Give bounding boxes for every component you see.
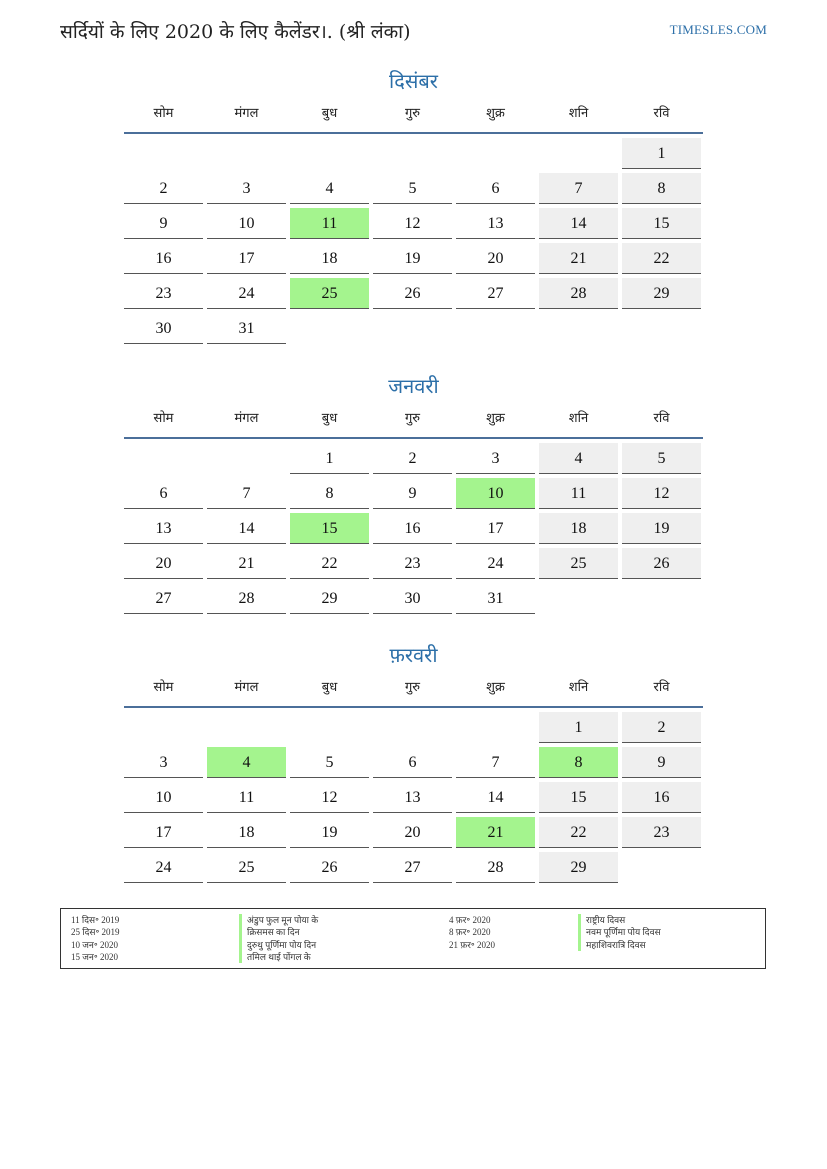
empty-cell	[124, 712, 203, 743]
day-cell: 27	[373, 852, 452, 883]
day-cell: 8	[539, 747, 618, 778]
day-cell: 7	[207, 478, 286, 509]
day-cell: 16	[124, 243, 203, 274]
day-cell: 19	[290, 817, 369, 848]
weekday-label: बुध	[321, 106, 338, 121]
day-cell: 17	[207, 243, 286, 274]
day-cell: 15	[622, 208, 701, 239]
weekday-label: सोम	[153, 106, 174, 121]
day-cell: 30	[124, 313, 203, 344]
empty-cell	[207, 443, 286, 474]
day-cell: 12	[290, 782, 369, 813]
day-cell: 14	[207, 513, 286, 544]
day-cell: 4	[539, 443, 618, 474]
day-cell: 25	[290, 278, 369, 309]
day-cell: 24	[207, 278, 286, 309]
day-cell: 23	[373, 548, 452, 579]
day-cell: 6	[124, 478, 203, 509]
empty-cell	[124, 443, 203, 474]
day-cell: 17	[124, 817, 203, 848]
legend-holiday-name: महाशिवरात्रि दिवस	[578, 939, 661, 951]
day-cell: 21	[539, 243, 618, 274]
day-grid	[124, 138, 703, 344]
day-cell: 24	[124, 852, 203, 883]
day-cell: 20	[124, 548, 203, 579]
legend-holiday-name: क्रिसमस का दिन	[239, 926, 318, 938]
month-title: जनवरी	[388, 374, 439, 398]
day-cell: 19	[622, 513, 701, 544]
weekday-header	[124, 670, 703, 708]
day-cell: 18	[539, 513, 618, 544]
day-cell: 23	[124, 278, 203, 309]
weekday-label: शुक्र	[486, 106, 505, 121]
empty-cell	[373, 712, 452, 743]
day-cell: 19	[373, 243, 452, 274]
day-cell: 3	[124, 747, 203, 778]
legend-dates	[449, 914, 495, 951]
day-cell: 20	[373, 817, 452, 848]
site-brand-link[interactable]: TIMESLES.COM	[669, 22, 767, 37]
day-cell: 5	[622, 443, 701, 474]
legend-date: 11 दिस॰ 2019	[71, 915, 120, 925]
holiday-legend	[60, 908, 766, 969]
weekday-label: गुरु	[404, 411, 421, 426]
empty-cell	[290, 138, 369, 169]
day-cell: 18	[207, 817, 286, 848]
weekday-label: बुध	[321, 680, 338, 695]
empty-cell	[124, 138, 203, 169]
legend-date: 21 फ़र॰ 2020	[449, 939, 495, 950]
legend-holiday-name: दुरुथु पूर्णिमा पोय दिन	[239, 939, 318, 951]
day-cell: 28	[456, 852, 535, 883]
day-cell: 15	[290, 513, 369, 544]
day-cell: 11	[290, 208, 369, 239]
day-cell: 8	[290, 478, 369, 509]
day-cell: 22	[539, 817, 618, 848]
day-cell: 15	[539, 782, 618, 813]
weekday-label: मंगल	[234, 106, 259, 121]
day-cell: 29	[622, 278, 701, 309]
empty-cell	[456, 712, 535, 743]
day-cell: 22	[622, 243, 701, 274]
weekday-label: शनि	[568, 680, 589, 695]
day-cell: 10	[207, 208, 286, 239]
weekday-header	[124, 96, 703, 134]
legend-date: 4 फ़र॰ 2020	[449, 915, 491, 925]
page-title: सर्दियों के लिए 2020 के लिए कैलेंडर।. (श्री लंका)	[60, 21, 411, 43]
day-cell: 14	[539, 208, 618, 239]
day-cell: 31	[207, 313, 286, 344]
day-cell: 9	[622, 747, 701, 778]
day-cell: 20	[456, 243, 535, 274]
empty-cell	[290, 712, 369, 743]
day-cell: 23	[622, 817, 701, 848]
day-cell: 3	[456, 443, 535, 474]
day-cell: 10	[456, 478, 535, 509]
day-cell: 21	[207, 548, 286, 579]
empty-cell	[373, 138, 452, 169]
day-cell: 1	[290, 443, 369, 474]
weekday-label: शनि	[568, 106, 589, 121]
day-grid	[124, 443, 703, 614]
legend-holiday-name: अंडुप फुल मून पोया के	[239, 914, 318, 926]
day-cell: 25	[539, 548, 618, 579]
day-cell: 2	[622, 712, 701, 743]
day-cell: 26	[622, 548, 701, 579]
legend-holiday-name: नवम पूर्णिमा पोय दिवस	[578, 926, 661, 938]
empty-cell	[207, 138, 286, 169]
day-cell: 7	[539, 173, 618, 204]
day-grid	[124, 712, 703, 883]
day-cell: 11	[207, 782, 286, 813]
weekday-label: गुरु	[404, 106, 421, 121]
day-cell: 12	[622, 478, 701, 509]
legend-names	[239, 914, 318, 963]
day-cell: 10	[124, 782, 203, 813]
day-cell: 26	[290, 852, 369, 883]
weekday-label: शुक्र	[486, 680, 505, 695]
empty-cell	[539, 138, 618, 169]
day-cell: 11	[539, 478, 618, 509]
day-cell: 25	[207, 852, 286, 883]
day-cell: 21	[456, 817, 535, 848]
day-cell: 16	[622, 782, 701, 813]
month-december	[124, 66, 703, 344]
weekday-label: सोम	[153, 680, 174, 695]
empty-cell	[456, 138, 535, 169]
month-february	[124, 640, 703, 883]
day-cell: 6	[373, 747, 452, 778]
day-cell: 12	[373, 208, 452, 239]
day-cell: 30	[373, 583, 452, 614]
legend-date: 25 दिस॰ 2019	[71, 927, 120, 938]
day-cell: 22	[290, 548, 369, 579]
day-cell: 9	[124, 208, 203, 239]
day-cell: 6	[456, 173, 535, 204]
weekday-label: मंगल	[234, 411, 259, 426]
day-cell: 1	[539, 712, 618, 743]
weekday-label: रवि	[653, 411, 670, 426]
weekday-label: मंगल	[234, 680, 259, 695]
weekday-header	[124, 401, 703, 439]
legend-date: 15 जन॰ 2020	[71, 951, 119, 962]
day-cell: 24	[456, 548, 535, 579]
day-cell: 17	[456, 513, 535, 544]
day-cell: 1	[622, 138, 701, 169]
day-cell: 5	[373, 173, 452, 204]
day-cell: 9	[373, 478, 452, 509]
weekday-label: रवि	[653, 106, 670, 121]
day-cell: 4	[290, 173, 369, 204]
weekday-label: रवि	[653, 680, 670, 695]
day-cell: 4	[207, 747, 286, 778]
day-cell: 18	[290, 243, 369, 274]
weekday-label: गुरु	[404, 680, 421, 695]
weekday-label: शुक्र	[486, 411, 505, 426]
month-title: फ़रवरी	[389, 643, 438, 667]
day-cell: 13	[456, 208, 535, 239]
legend-holiday-name: तमिल थाई पोंगल के	[239, 951, 318, 963]
day-cell: 26	[373, 278, 452, 309]
day-cell: 3	[207, 173, 286, 204]
day-cell: 5	[290, 747, 369, 778]
day-cell: 29	[290, 583, 369, 614]
day-cell: 27	[456, 278, 535, 309]
weekday-label: सोम	[153, 411, 174, 426]
month-january	[124, 371, 703, 614]
day-cell: 28	[539, 278, 618, 309]
legend-dates	[71, 914, 120, 963]
legend-date: 8 फ़र॰ 2020	[449, 927, 491, 938]
month-title: दिसंबर	[389, 69, 438, 93]
legend-holiday-name: राष्ट्रीय दिवस	[578, 914, 661, 926]
day-cell: 2	[373, 443, 452, 474]
weekday-label: शनि	[568, 411, 589, 426]
weekday-label: बुध	[321, 411, 338, 426]
day-cell: 13	[373, 782, 452, 813]
day-cell: 14	[456, 782, 535, 813]
empty-cell	[207, 712, 286, 743]
day-cell: 28	[207, 583, 286, 614]
day-cell: 7	[456, 747, 535, 778]
day-cell: 16	[373, 513, 452, 544]
legend-names	[578, 914, 661, 951]
day-cell: 31	[456, 583, 535, 614]
day-cell: 13	[124, 513, 203, 544]
legend-date: 10 जन॰ 2020	[71, 939, 119, 950]
day-cell: 2	[124, 173, 203, 204]
day-cell: 27	[124, 583, 203, 614]
day-cell: 8	[622, 173, 701, 204]
day-cell: 29	[539, 852, 618, 883]
